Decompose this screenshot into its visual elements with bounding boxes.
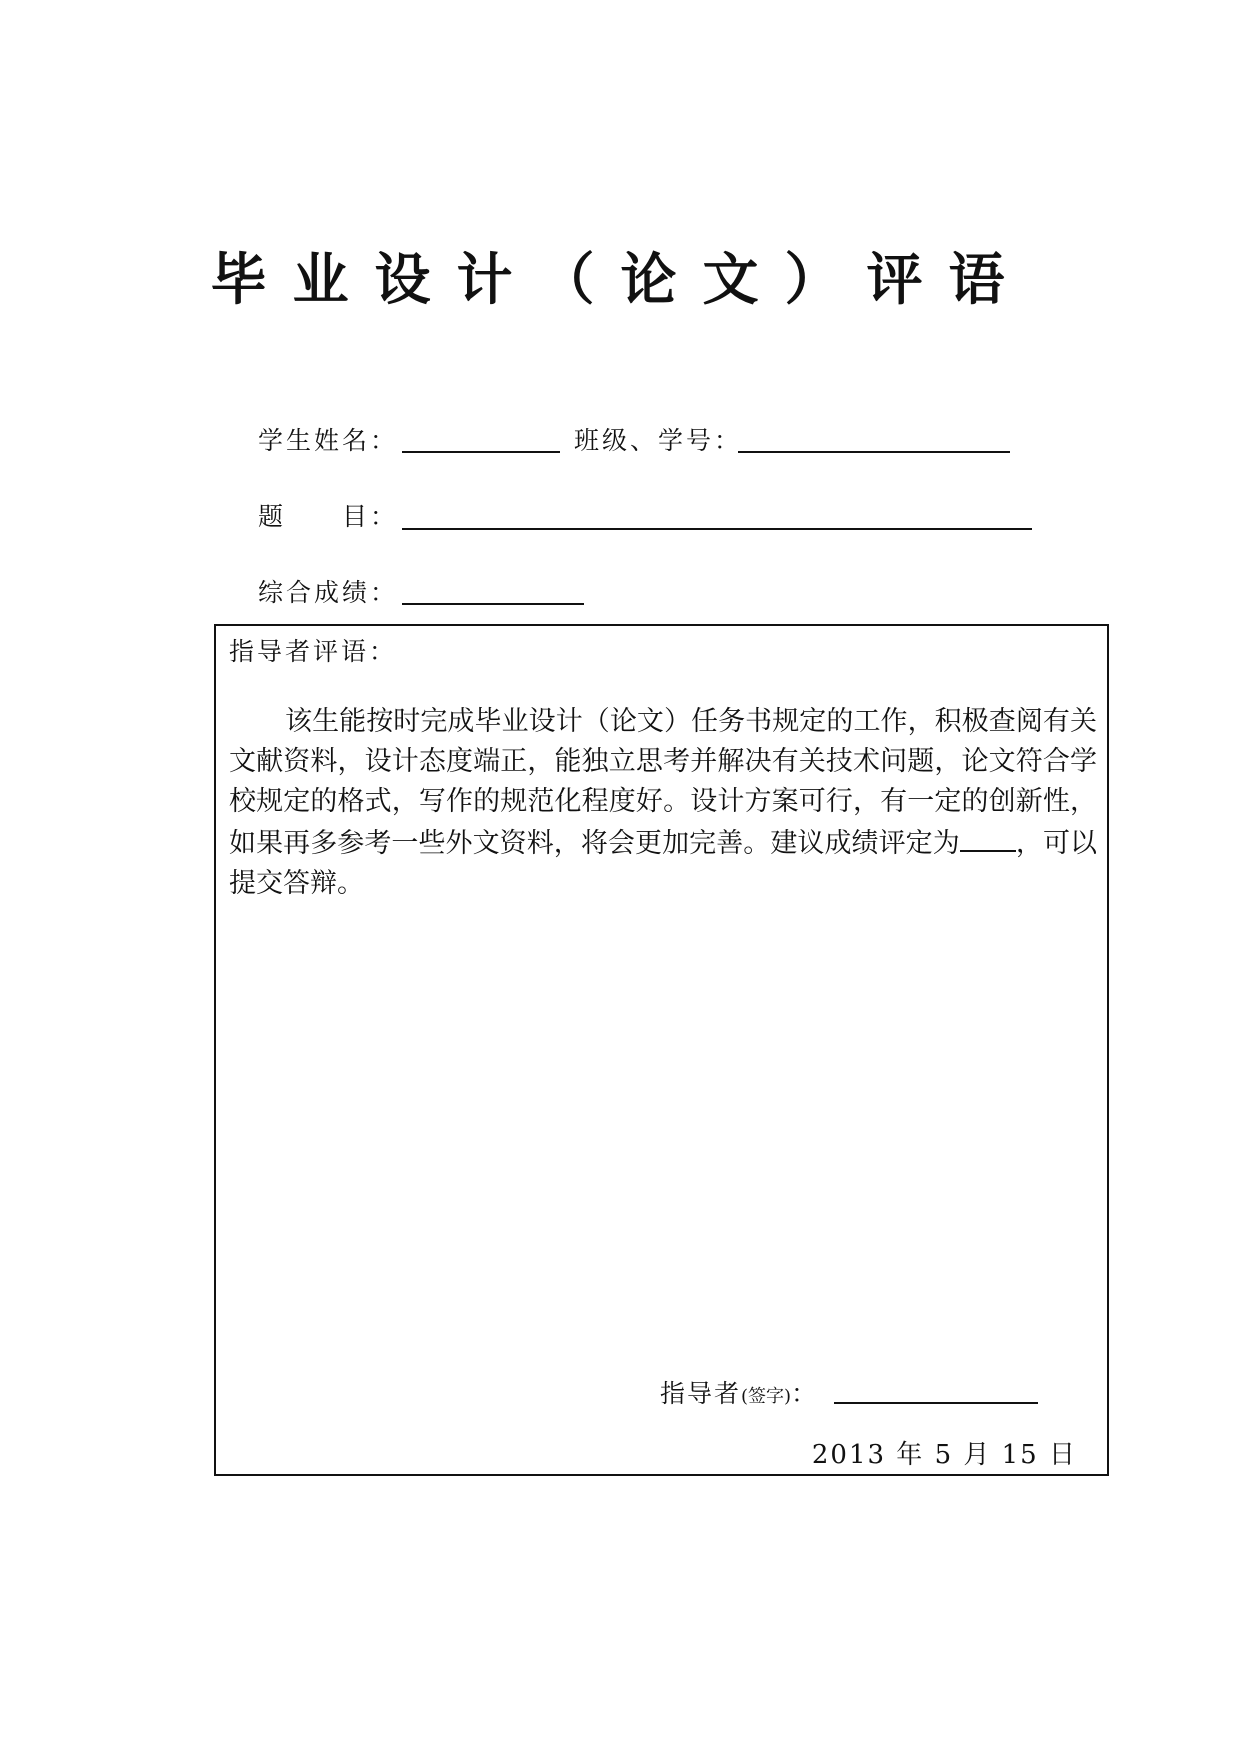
- class-id-label: 班级、学号：: [574, 426, 743, 455]
- signature-label: 指导者: [660, 1379, 742, 1408]
- topic-blank[interactable]: [402, 528, 1032, 530]
- comment-date: 2013 年 5 月 15 日: [811, 1440, 1077, 1470]
- signature-colon: ：: [791, 1379, 819, 1408]
- advisor-signature: [660, 1374, 818, 1410]
- advisor-comment-label: 指导者评语：: [229, 637, 398, 666]
- topic-label: 题 目：: [258, 502, 399, 531]
- grade-label: 综合成绩：: [258, 578, 399, 607]
- class-id-blank[interactable]: [738, 451, 1010, 453]
- comment-text-part-2: ，可以提交答辩。: [229, 828, 1098, 899]
- signature-note: (签字): [741, 1386, 792, 1407]
- signature-blank[interactable]: [834, 1402, 1038, 1404]
- advisor-comment-box: [214, 624, 1109, 1476]
- advisor-comment-text: [229, 702, 1097, 904]
- student-name-label: 学生姓名：: [258, 426, 399, 455]
- grade-blank[interactable]: [402, 603, 584, 605]
- suggested-grade-blank[interactable]: [960, 822, 1016, 852]
- comment-text-part-1: 该生能按时完成毕业设计（论文）任务书规定的工作，积极查阅有关文献资料，设计态度端正，能独立思考并解决有关技术问题，论文符合学校规定的格式，写作的规范化程度好。设计方案可行，有一定的创新性，如果再多参考一些外文资料，将会更加完善。建议成绩评定为: [229, 706, 1097, 859]
- student-name-blank[interactable]: [402, 451, 560, 453]
- page-title: 毕业设计（论文）评语: [210, 247, 1031, 313]
